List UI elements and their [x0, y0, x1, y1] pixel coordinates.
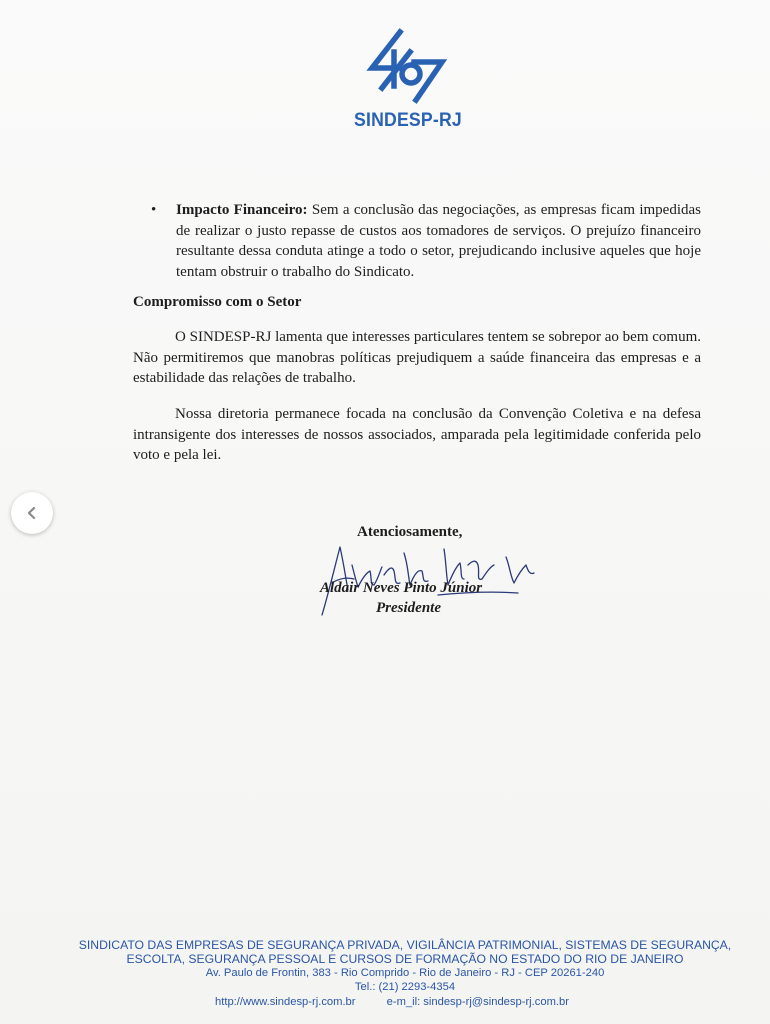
- organization-name: SINDESP-RJ: [354, 110, 462, 131]
- closing-salutation: Atenciosamente,: [357, 524, 463, 540]
- footer-phone: Tel.: (21) 2293-4354: [354, 981, 456, 993]
- footer-line-1: SINDICATO DAS EMPRESAS DE SEGURANÇA PRIVADA, VIGILÂNCIA PATRIMONIAL, SISTEMAS DE SEGURANÇA,: [78, 938, 732, 952]
- sindesp-logo-icon: [364, 28, 448, 104]
- signer-role: Presidente: [376, 600, 441, 616]
- bullet-text: [176, 200, 701, 282]
- footer-address: Av. Paulo de Frontin, 383 - Rio Comprido - Rio de Janeiro - RJ - CEP 20261-240: [205, 967, 605, 979]
- paragraph: O SINDESP-RJ lamenta que interesses particulares tentem se sobrepor ao bem comum. Não permitiremos que manobras políticas prejudiquem a saúde financeira das empresas e a estabilidade das relações de trabalho.: [133, 329, 701, 386]
- previous-slide-button[interactable]: [11, 492, 53, 534]
- bullet-label: Impacto Financeiro:: [176, 202, 308, 218]
- signer-name: Aldair Neves Pinto Júnior: [320, 580, 483, 596]
- letterhead-footer: [60, 938, 750, 994]
- bullet-item: [151, 200, 701, 282]
- bullet-body: Sem a conclusão das negociações, as empresas ficam impedidas de realizar o justo repasse de custos aos tomadores de serviços. O prejuízo financeiro resultante dessa conduta atinge a todo o setor, prejudicando inclusive aqueles que hoje tentam obstruir o trabalho do Sindicato.: [176, 202, 701, 280]
- chevron-left-icon: [25, 506, 39, 520]
- footer-contacts: [215, 996, 597, 1008]
- paragraph: Nossa diretoria permanece focada na conclusão da Convenção Coletiva e na defesa intransigente dos interesses de nossos associados, amparada pela legitimidade conferida pelo voto e pela lei.: [133, 406, 701, 463]
- footer-website: http://www.sindesp-rj.com.br: [215, 996, 356, 1008]
- footer-line-2: ESCOLTA, SEGURANÇA PESSOAL E CURSOS DE FORMAÇÃO NO ESTADO DO RIO DE JANEIRO: [126, 952, 684, 966]
- footer-email: e-m_il: sindesp-rj@sindesp-rj.com.br: [386, 996, 569, 1008]
- bullet-point-icon: •: [151, 202, 157, 218]
- section-heading: Compromisso com o Setor: [133, 294, 302, 310]
